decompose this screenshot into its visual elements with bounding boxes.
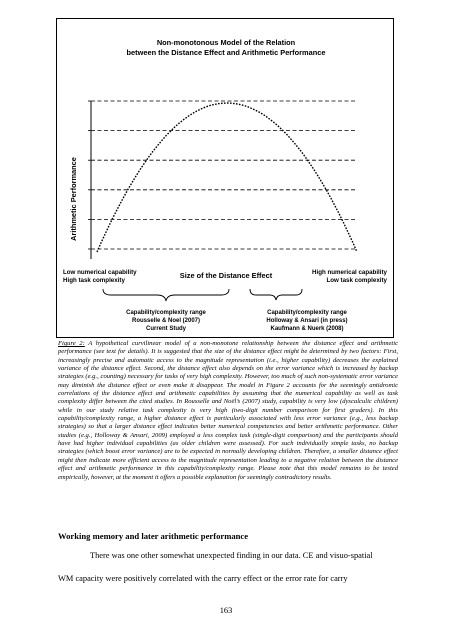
caption-body: A hypothetical curvilinear model of a non-monotone relationship between the distance effect and arithmetic performance (see text for details). It is suggested that the size of the distance effect might be determined by two factors: First, increasingly precise and automatic access to the magnitude representation (i.e., higher capability) decreases the explained variance of the distance effect. Second, the distance effect also depends on the error variance which is increased by backup strategies (e.g., counting) necessary for tasks of very high complexity. However, too much of such non-systematic error variance may diminish the distance effect or even make it disappear. The model in Figure 2 accounts for the seemingly antidromic correlations of the distance effect and arithmetic capabilities by assuming that the numerical capability as well as task complexity differ between the cited studies. In Rousselle and Noël’s (2007) study, capability is very low (dyscalculic children) while in our study relative task complexity is very high (two-digit number comparison for first graders). In this capability/complexity range, a higher distance effect is particularly associated with less error variance (e.g., less backup strategies) so that a larger distance effect indicates better numerical competencies and better arithmetic performance. Other studies (e.g., Holloway & Ansari, 2009) employed a less complex task (single-digit comparison) and the participants should have had higher individual capabilities (as older children were assessed). For such individually simple tasks, no backup strategies (which boost error variance) are to be expected in normally developing children. Therefore, a smaller distance effect might then indicate more efficient access to the magnitude representation leading to a negative relation between the distance effect and arithmetic performance in this capability/complexity range. Please note that this model remains to be tested empirically, however, at the moment it offers a possible explanation for seemingly contradictory results.: [58, 340, 398, 481]
figure-2: [56, 18, 394, 338]
page-number: 163: [219, 606, 233, 615]
chart-title-line-1: Non-monotonous Model of the Relation: [156, 38, 296, 47]
figure-label: Figure 2:: [58, 340, 85, 347]
bracket-right: [250, 289, 302, 300]
bracket-right-line-3: Kaufmann & Nuerk (2008): [270, 326, 344, 332]
paragraph-line-1: There was one other somewhat unexpected finding in our data. CE and visuo-spatial: [90, 551, 373, 560]
bracket-right-line-2: Holloway & Ansari (in press): [266, 318, 348, 324]
x-axis-label: Size of the Distance Effect: [179, 271, 273, 280]
x-left-label-line-1: Low numerical capability: [63, 269, 137, 276]
paragraph-line-2: WM capacity were positively correlated with the carry effect or the error rate for carry: [58, 574, 348, 583]
bracket-left-line-2: Rousselle & Noel (2007): [131, 318, 201, 324]
bracket-right-line-1: Capability/complexity range: [267, 310, 347, 316]
x-left-label-line-2: High task complexity: [63, 277, 125, 284]
figure-caption: [58, 340, 398, 482]
bracket-left-line-3: Current Study: [145, 326, 187, 332]
distance-effect-model-chart: [57, 19, 395, 339]
chart-title-line-2: between the Distance Effect and Arithmetic Performance: [126, 48, 326, 57]
bracket-left: [103, 289, 229, 301]
x-right-label-line-2: Low task complexity: [326, 277, 387, 284]
bracket-left-line-1: Capability/complexity range: [126, 310, 206, 316]
section-heading: Working memory and later arithmetic performance: [58, 531, 249, 541]
x-right-label-line-1: High numerical capability: [312, 269, 387, 276]
y-axis-label: Arithmetic Performance: [69, 157, 78, 241]
performance-curve: [97, 103, 357, 252]
